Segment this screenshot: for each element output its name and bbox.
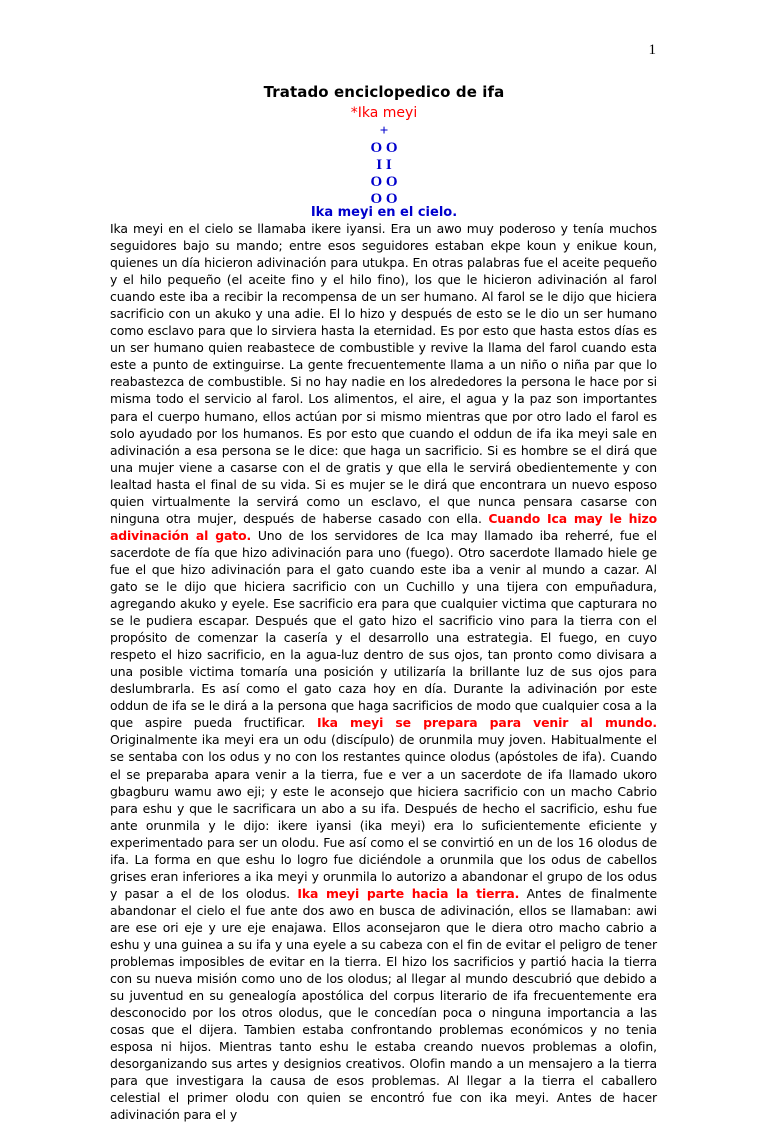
paragraph-1: Ika meyi en el cielo se llamaba ikere iyansi. Era un awo muy poderoso y tenía muchos seguidores bajo su mando; entre esos seguidores estaban ekpe koun y enikue koun, quienes un día hicieron adivinación para utukpa. En otras palabras fue el aceite pequeño y el hilo pequeño (el aceite fino y el hilo fino), los que le hicieron adivinación al farol cuando este iba a recibir la recompensa de un ser humano. Al farol se le dijo que hiciera sacrificio con un akuko y una adie. El lo hizo y después de esto se le dio un ser humano como esclavo para que lo sirviera hasta la eternidad. Es por esto que hasta estos días es un ser humano quien reabastece de combustible y revive la llama del farol cuando esta este a punto de extinguirse. La gente frecuentemente llama a un niño o niña par que lo reabastezca de combustible. Si no hay nadie en los alrededores la persona le hace por si misma todo el servicio al farol. Los alimentos, el aire, el agua y la paz son importantes para el cuerpo humano, ellos actúan por si mismo mientras que por otro lado el farol es solo ayudado por los humanos. Es por esto que cuando el oddun de ifa ika meyi sale en adivinación a esa persona se le dice: que haga un sacrificio. Si es hombre se el dirá que una mujer viene a casarse con el de gratis y que ella le servirá obedientemente y con lealtad hasta el final de su vida. Si es mujer se le dirá que encontrara un nuevo esposo quien virtualmente la servirá como un esclavo, el que nunca pensara casarse con ninguna otra mujer, después de haberse casado con ella. [110,221,657,526]
heading-ica-gato: Cuando Ica may le hizo adivinación al gato. [110,510,658,543]
odu-mark-plus: + [379,123,389,139]
odu-mark-row-1: O O [370,140,398,156]
odu-sign [0,104,768,208]
paragraph-3: Originalmente ika meyi era un odu (discípulo) de orunmila muy joven. Habitualmente el se sentaba con los odus y no con los restantes quince olodus (apóstoles de ifa). Cuando el se preparaba apara venir a la tierra, fue e ver a un sacerdote de ifa llamado ukoro gbagburu wamu awo eji; y este le aconsejo que hiciera sacrificio con un macho Cabrio para eshu y que le sacrificara un abo a su ifa. Después de hecho el sacrificio, eshu fue ante orunmila y le dijo: ikere iyansi (ika meyi) era lo suficientemente eficiente y experimentado para ser un olodu. Fue así como el se convirtió en un de los 16 olodus de ifa. La forma en que eshu lo logro fue diciéndole a orunmila que los odus de cabellos grises eran inferiores a ika meyi y orunmila lo autorizo a abandonar el grupo de los odus y pasar a el de los olodus. [110,732,657,901]
heading-parte-tierra: Ika meyi parte hacia la tierra. [297,885,520,901]
paragraph-4: Antes de finalmente abandonar el cielo el fue ante dos awo en busca de adivinación, ellos se llamaban: awi are ese ori eje y ure eje enajawa. Ellos aconsejaron que le diera otro macho cabrio a eshu y una guinea a su ifa y una eyele a su cabeza con el fin de evitar el peligro de tener problemas imposibles de evitar en la tierra. El hizo los sacrificios y partió hacia la tierra con su nueva misión como uno de los olodus; al llegar al mundo descubrió que debido a su juventud en su genealogía apostólica del corpus literario de ifa frecuentemente era desconocido por los otros olodus, que le concedían poca o ninguna importancia a las cosas que el dijera. Tambien estaba confrontando problemas económicos y no tenia esposa ni hijos. Mientras tanto eshu le estaba creando nuevos problemas a olofin, desorganizando sus artes y designios creativos. Olofin mando a un mensajero a la tierra para que investigara la causa de esos problemas. Al llegar a la tierra el caballero celestial el primer olodu con quien se encontró fue con ika meyi. Antes de hacer adivinación para el y [110,885,657,1123]
document-title: Tratado enciclopedico de ifa [263,83,505,101]
paragraph-2: Uno de los servidores de Ica may llamado iba reherré, fue el sacerdote de fía que hizo adivinación para uno (fuego). Otro sacerdote llamado hiele ge fue el que hizo adivinación para el gato cuando este iba a venir al mundo a cazar. Al gato se le dijo que hiciera sacrificio con un Cuchillo y una tijera con empuñadura, agregando akuko y eyele. Ese sacrificio era para que cualquier victima que capturara no se le pudiera escapar. Después que el gato hizo el sacrificio vino para la tierra con el propósito de comenzar la casería y el desarrollo una estrategia. El fuego, en cuyo respeto el hizo sacrificio, en la agua-luz dentro de sus ojos, tan pronto como divisara a una posible victima tomaría una posición y utilizaría la brillante luz de sus ojos para deslumbrarla. Es así como el gato caza hoy en día. Durante la adivinación por este oddun de ifa se le dirá a la persona que haga sacrificios de modo que cualquier cosa a la que aspire pueda fructificar. [110,527,657,731]
odu-sign-name: *Ika meyi [350,105,418,121]
body-paragraph [110,220,657,1123]
odu-mark-row-4: O O [370,191,398,207]
page-number: 1 [648,42,656,58]
odu-mark-row-3: O O [370,174,398,190]
odu-mark-row-2: I I [376,157,392,173]
heading-prepara-mundo: Ika meyi se prepara para venir al mundo. [316,715,658,731]
body-text [110,220,657,1123]
section-subtitle: Ika meyi en el cielo. [310,205,458,220]
